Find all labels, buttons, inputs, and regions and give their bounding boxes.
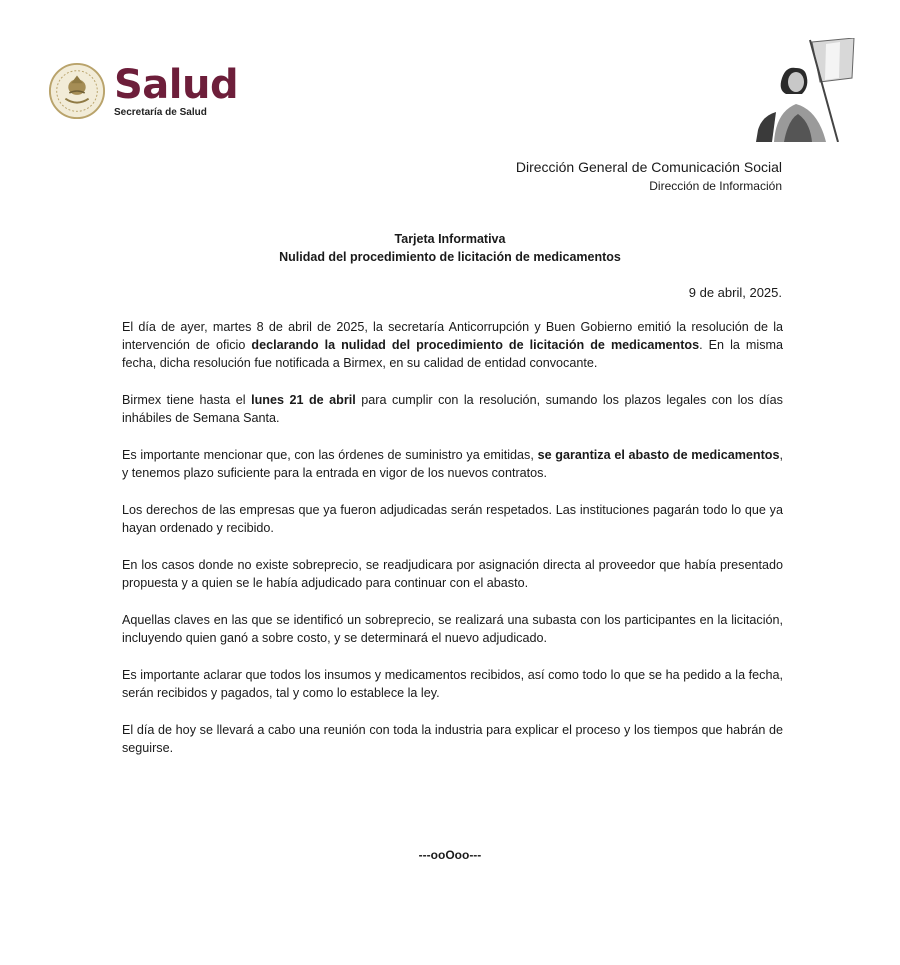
paragraph: Es importante mencionar que, con las órdenes de suministro ya emitidas, se garantiza el abasto de medicamentos, y tenemos plazo suficiente para la entrada en vigor de los nuevos contratos. [122,448,783,480]
brand-subtitle: Secretaría de Salud [114,106,207,118]
paragraph: El día de ayer, martes 8 de abril de 2025, la secretaría Anticorrupción y Buen Gobierno emitió la resolución de la intervención de oficio declarando la nulidad del procedimiento de licitación de medicamentos. En la misma fecha, dicha resolución fue notificada a Birmex, en su calidad de entidad convocante. [122,320,783,370]
paragraph: Aquellas claves en las que se identificó un sobreprecio, se realizará una subasta con los participantes en la licitación, incluyendo quien ganó a sobre costo, y se determinará el nuevo adjudicado. [122,613,783,645]
closing-mark: ---ooOoo--- [418,848,482,862]
document-heading [0,230,900,266]
document-type: Tarjeta Informativa [394,232,506,246]
paragraph: Birmex tiene hasta el lunes 21 de abril para cumplir con la resolución, sumando los plazos legales con los días inhábiles de Semana Santa. [122,393,783,425]
coat-of-arms-seal-icon [48,62,106,120]
document-body [122,318,783,776]
paragraph: Es importante aclarar que todos los insumos y medicamentos recibidos, así como todo lo que se ha pedido a la fecha, serán recibidos y pagados, tal y como lo establece la ley. [122,668,783,700]
office-sub: Dirección de Información [649,179,782,193]
salud-logo [48,62,238,120]
document-date: 9 de abril, 2025. [688,285,782,300]
office-main: Dirección General de Comunicación Social [515,159,782,175]
paragraph: El día de hoy se llevará a cabo una reunión con toda la industria para explicar el proceso y los tiempos que habrán de seguirse. [122,723,783,755]
document-title: Nulidad del procedimiento de licitación de medicamentos [279,250,621,264]
brand-name: Salud [114,61,239,108]
office-block [516,158,782,195]
paragraph: Los derechos de las empresas que ya fueron adjudicadas serán respetados. Las instituciones pagarán todo lo que ya hayan ordenado y recibido. [122,503,783,535]
paragraph: En los casos donde no existe sobreprecio, se readjudicara por asignación directa al proveedor que había presentado propuesta y a quien se le había adjudicado para continuar con el abasto. [122,558,783,590]
woman-with-flag-icon [752,38,856,142]
